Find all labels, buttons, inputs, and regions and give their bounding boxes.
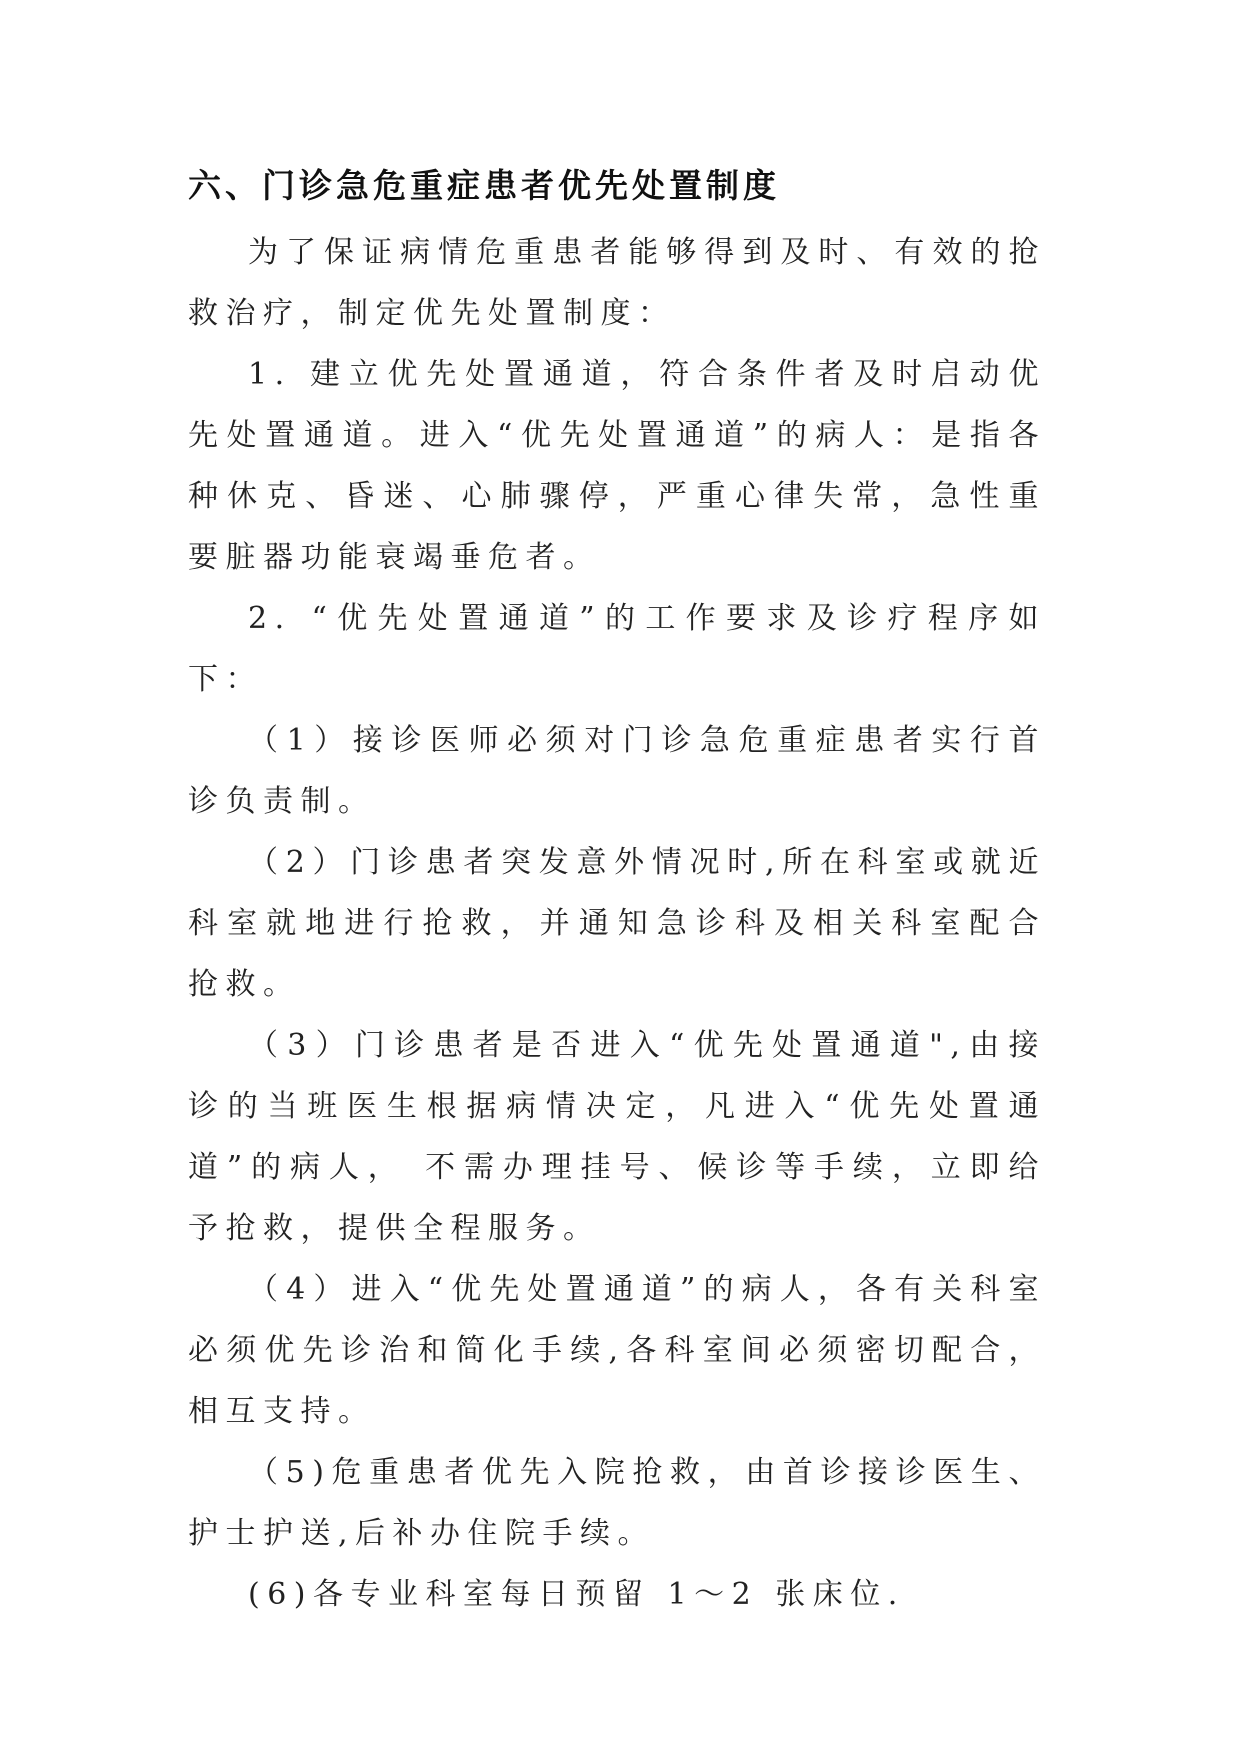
section-heading: 六、门诊急危重症患者优先处置制度 [188,166,780,205]
subitem-3-paragraph: （3）门诊患者是否进入“优先处置通道",由接诊的当班医生根据病情决定，凡进入“优先处置通道”的病人， 不需办理挂号、候诊等手续，立即给予抢救，提供全程服务。 [188,1028,1046,1246]
subitem-4-paragraph: （4）进入“优先处置通道”的病人，各有关科室必须优先诊治和简化手续,各科室间必须密切配合，相互支持。 [188,1272,1046,1429]
subitem-2-paragraph: （2）门诊患者突发意外情况时,所在科室或就近科室就地进行抢救，并通知急诊科及相关科室配合抢救。 [188,845,1046,1002]
item-1-paragraph: 1. 建立优先处置通道，符合条件者及时启动优先处置通道。进入“优先处置通道”的病人：是指各种休克、昏迷、心肺骤停，严重心律失常，急性重要脏器功能衰竭垂危者。 [188,357,1046,575]
item-2-paragraph: 2. “优先处置通道”的工作要求及诊疗程序如下： [188,601,1046,697]
intro-paragraph: 为了保证病情危重患者能够得到及时、有效的抢救治疗，制定优先处置制度： [188,235,1046,331]
subitem-6-paragraph: (6)各专业科室每日预留 1～2 张床位. [248,1577,905,1612]
document-body [188,222,1046,1625]
subitem-5-paragraph: （5)危重患者优先入院抢救，由首诊接诊医生、护士护送,后补办住院手续。 [188,1455,1046,1551]
subitem-1-paragraph: （1）接诊医师必须对门诊急危重症患者实行首诊负责制。 [188,723,1046,819]
